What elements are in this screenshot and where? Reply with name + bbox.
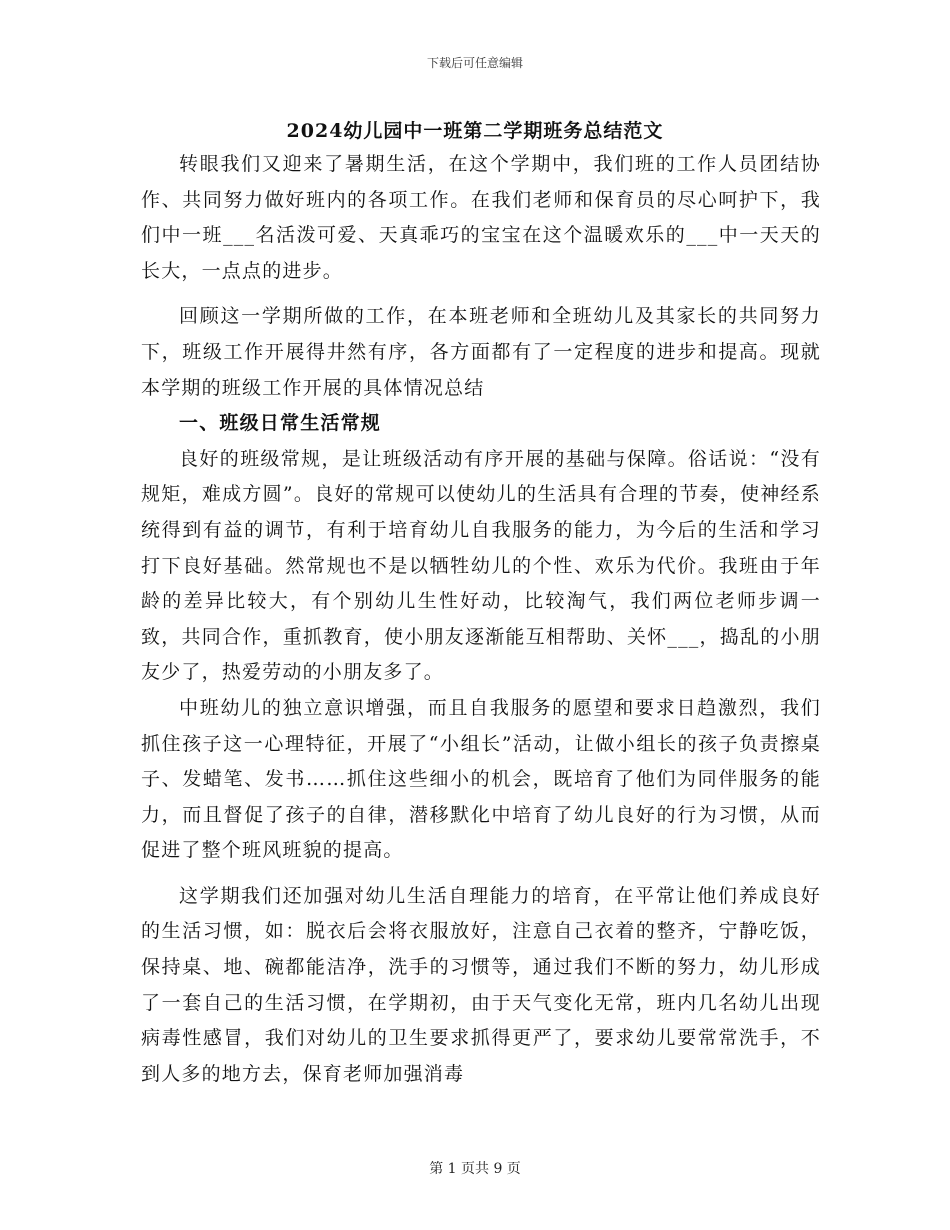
section-heading-daily-routine: 一、班级日常生活常规 — [179, 412, 382, 435]
page-number: 第 1 页共 9 页 — [429, 1161, 521, 1177]
paragraph-self-care: 这学期我们还加强对幼儿生活自理能力的培育，在平常让他们养成良好的生活习惯，如：脱衣后会将衣服放好，注意自己衣着的整齐，宁静吃饭，保持桌、地、碗都能洁净，洗手的习惯等，通过我们不断的努力，幼儿形成了一套自己的生活习惯，在学期初，由于天气变化无常，班内几名幼儿出现病毒性感冒，我们对幼儿的卫生要求抓得更严了，要求幼儿要常常洗手，不到人多的地方去，保育老师加强消毒 — [141, 884, 821, 1085]
paragraph-routine: 良好的班级常规，是让班级活动有序开展的基础与保障。俗话说：“没有规矩，难成方圆”。良好的常规可以使幼儿的生活具有合理的节奏，使神经系统得到有益的调节，有利于培育幼儿自我服务的能力，为今后的生活和学习打下良好基础。然常规也不是以牺牲幼儿的个性、欢乐为代价。我班由于年龄的差异比较大，有个别幼儿生性好动，比较淘气，我们两位老师步调一致，共同合作，重抓教育，使小朋友逐渐能互相帮助、关怀___，捣乱的小朋友少了，热爱劳动的小朋友多了。 — [141, 447, 821, 684]
document-body — [141, 147, 821, 1092]
paragraph-group-leader: 中班幼儿的独立意识增强，而且自我服务的愿望和要求日趋激烈，我们抓住孩子这一心理特征，开展了“小组长”活动，让做小组长的孩子负责擦桌子、发蜡笔、发书……抓住这些细小的机会，既培育了他们为同伴服务的能力，而且督促了孩子的自律，潜移默化中培育了幼儿良好的行为习惯，从而促进了整个班风班貌的提高。 — [141, 696, 821, 862]
document-title: 2024幼儿园中一班第二学期班务总结范文 — [286, 120, 664, 142]
paragraph-review: 回顾这一学期所做的工作，在本班老师和全班幼儿及其家长的共同努力下，班级工作开展得井然有序，各方面都有了一定程度的进步和提高。现就本学期的班级工作开展的具体情况总结 — [141, 305, 821, 399]
paragraph-intro: 转眼我们又迎来了暑期生活，在这个学期中，我们班的工作人员团结协作、共同努力做好班内的各项工作。在我们老师和保育员的尽心呵护下，我们中一班___名活泼可爱、天真乖巧的宝宝在这个温暖欢乐的___中一天天的长大，一点点的进步。 — [141, 153, 821, 282]
header-note: 下载后可任意编辑 — [426, 56, 523, 70]
